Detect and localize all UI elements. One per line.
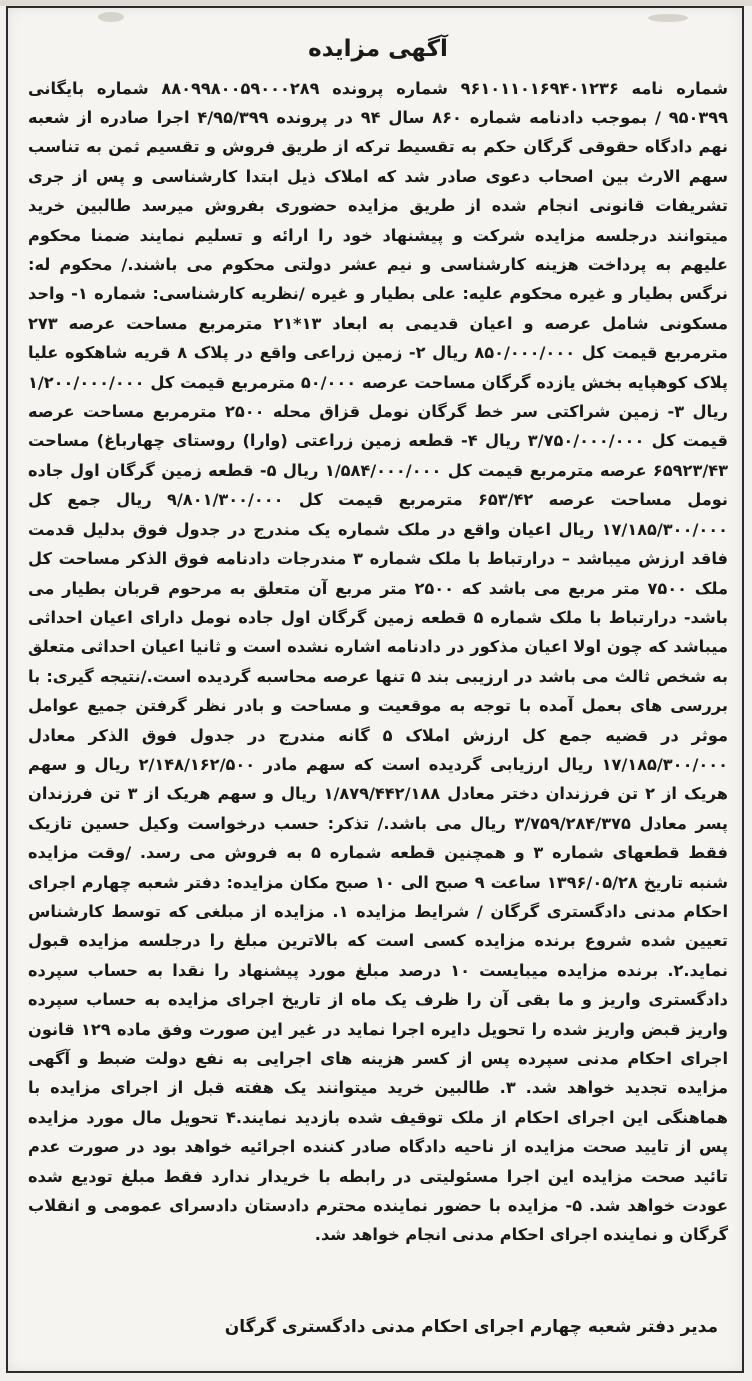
paper-speck (98, 12, 124, 22)
auction-notice (6, 6, 744, 1373)
notice-body: شماره نامه ۹۶۱۰۱۱۰۱۶۹۴۰۱۲۳۶ شماره پرونده ۸۸۰۹۹۸۰۰۵۹۰۰۰۲۸۹ شماره بایگانی ۹۵۰۳۹۹ / بموجب دادنامه شماره ۸۶۰ سال ۹۴ در پرونده ۴/۹۵/۳۹۹ اجرا صادره از شعبه نهم دادگاه حقوقی گرگان حکم به تقسیط ترکه از طریق فروش و تقسیم ثمن به تناسب سهم الارث بین اصحاب دعوی صادر شد که املاک ذیل ابتدا کارشناسی و پس از جری تشریفات قانونی انجام شده از طریق مزایده حضوری بفروش میرسد طالبین خرید میتوانند درجلسه مزایده شرکت و پیشنهاد خود را ارائه و تسلیم نمایند ضمنا محکوم علیهم به پرداخت هزینه کارشناسی و نیم عشر دولتی محکوم می باشند./ محکوم له: نرگس بطیار و غیره محکوم علیه: علی بطیار و غیره /نظریه کارشناسی: شماره ۱- واحد مسکونی شامل عرصه و اعیان قدیمی به ابعاد ۱۳*۲۱ مترمربع مساحت عرصه ۲۷۳ مترمربع قیمت کل ۸۵۰/۰۰۰/۰۰۰ ریال ۲- زمین زراعی واقع در پلاک ۸ قریه شاهکوه علیا پلاک کوهپایه بخش یازده گرگان مساحت عرصه ۵۰/۰۰۰ مترمربع قیمت کل ۱/۲۰۰/۰۰۰/۰۰۰ ریال ۳- زمین شراکتی سر خط گرگان نومل قزاق محله ۲۵۰۰ مترمربع مساحت عرصه قیمت کل ۳/۷۵۰/۰۰۰/۰۰۰ ریال ۴- قطعه زمین زراعتی (وارا) روستای چهارباغ) مساحت ۶۵۹۲۳/۴۳ عرصه مترمربع قیمت کل ۱/۵۸۴/۰۰۰/۰۰۰ ریال ۵- قطعه زمین گرگان اول جاده نومل مساحت عرصه ۶۵۳/۴۲ مترمربع قیمت کل ۹/۸۰۱/۳۰۰/۰۰۰ ریال جمع کل ۱۷/۱۸۵/۳۰۰/۰۰۰ ریال اعیان واقع در ملک شماره یک مندرج در جدول فوق بدلیل قدمت فاقد ارزش میباشد – درارتباط با ملک شماره ۳ مندرجات دادنامه فوق الذکر مساحت کل ملک ۷۵۰۰ متر مربع می باشد که ۲۵۰۰ متر مربع آن متعلق به مرحوم قربان بطیار می باشد- درارتباط با ملک شماره ۵ قطعه زمین گرگان اول جاده نومل دارای اعیان احداثی میباشد که چون اولا اعیان مذکور در دادنامه اشاره نشده است و ثانیا اعیان احداثی متعلق به شخص ثالث می باشد در ارزیبی بند ۵ تنها عرصه محاسبه گردیده است./نتیجه گیری: با بررسی های بعمل آمده با توجه به موقعیت و مساحت و بادر نظر گرفتن جمیع عوامل موثر در قضیه جمع کل ارزش املاک ۵ گانه مندرج در جدول فوق الذکر معادل ۱۷/۱۸۵/۳۰۰/۰۰۰ ریال ارزیابی گردیده است که سهم مادر ۲/۱۴۸/۱۶۲/۵۰۰ ریال و سهم هریک از ۲ تن فرزندان دختر معادل ۱/۸۷۹/۴۴۲/۱۸۸ ریال و سهم هریک از ۳ تن فرزندان پسر معادل ۳/۷۵۹/۲۸۴/۳۷۵ ریال می باشد./ تذکر: حسب درخواست وکیل حسین تازیک فقط قطعهای شماره ۳ و همچنین قطعه شماره ۵ به فروش می رسد. /وقت مزایده شنبه تاریخ ۱۳۹۶/۰۵/۲۸ ساعت ۹ صبح الی ۱۰ صبح مکان مزایده: دفتر شعبه چهارم اجرای احکام مدنی دادگستری گرگان / شرایط مزایده ۱. مزایده از مبلغی که توسط کارشناس تعیین شده شروع برنده مزایده کسی است که بالاترین مبلغ را درجلسه مزایده قبول نماید.۲. برنده مزایده میبایست ۱۰ درصد مبلغ مورد پیشنهاد را نقدا به حساب سپرده دادگستری واریز و ما بقی آن را ظرف یک ماه از تاریخ اجرای مزایده به حساب سپرده واریز قبض واریز شده را تحویل دایره اجرا نماید در غیر این صورت وفق ماده ۱۲۹ قانون اجرای احکام مدنی سپرده پس از کسر هزینه های اجرایی به نفع دولت ضبط و آگهی مزایده تجدید خواهد شد. ۳. طالبین خرید میتوانند یک هفته قبل از اجرای مزایده با هماهنگی این اجرای احکام از ملک توقیف شده بازدید نمایند.۴ تحویل مال مورد مزایده پس از تایید صحت مزایده از ناحیه دادگاه صادر کننده اجرائیه خواهد بود در صورت عدم تائید صحت مزایده این اجرا مسئولیتی در رابطه با خریدار ندارد فقط مبلغ تودیع شده عودت خواهد شد. ۵- مزایده با حضور نماینده محترم دادستان دادسرای عمومی و انقلاب گرگان و نماینده اجرای احکام مدنی انجام خواهد شد. (28, 78, 729, 1245)
notice-signature: مدیر دفتر شعبه چهارم اجرای احکام مدنی دادگستری گرگان (224, 1317, 718, 1337)
notice-title: آگهی مزایده (308, 36, 448, 62)
paper-speck (648, 14, 688, 22)
